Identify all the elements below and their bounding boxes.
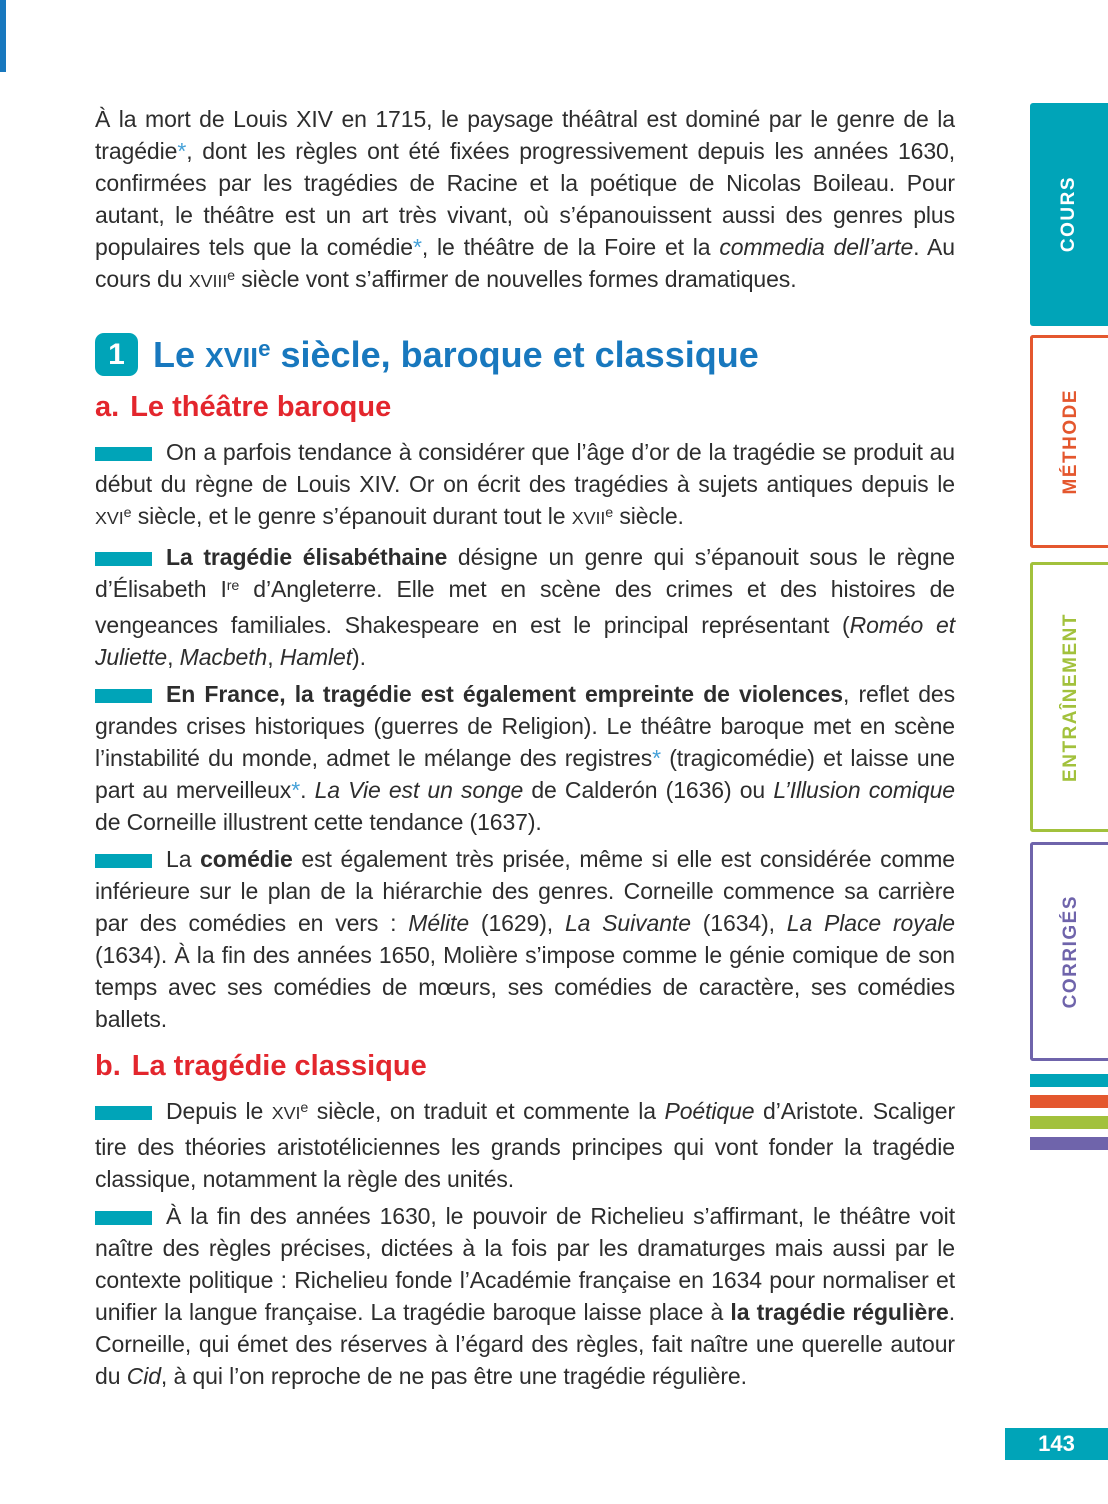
tab-methode [1030, 335, 1108, 548]
bullet-bar [95, 854, 152, 868]
bullet-bar [95, 1211, 152, 1225]
bullet-bar [95, 1106, 152, 1120]
page-number-badge [1005, 1428, 1108, 1460]
paragraph-text: À la fin des années 1630, le pouvoir de Richelieu s’affirmant, le théâtre voit naître des règles précises, dictées à la fois par les dramaturges mais aussi par le contexte politique : Richelieu fonde l’Académie française en 1634 pour normaliser et unifier la langue française. La tragédie baroque laisse place à la tragédie régulière. Corneille, qui émet des réserves à l’égard des règles, fait naître une querelle autour du Cid, à qui l’on reproche de ne pas être une tragédie régulière. [95, 1202, 955, 1389]
color-bar-orange [1030, 1095, 1108, 1108]
color-bar-purple [1030, 1137, 1108, 1150]
color-bar-teal [1030, 1074, 1108, 1087]
subsection-a-heading [95, 392, 955, 424]
paragraph-text: On a parfois tendance à considérer que l’âge d’or de la tragédie se produit au début du règne de Louis XIV. Or on écrit des tragédies à sujets antiques depuis le XVIe siècle, et le genre s’épanouit durant tout le XVIIe siècle. [95, 438, 955, 529]
tab-corriges [1030, 842, 1108, 1061]
paragraph [95, 436, 955, 536]
subsection-a-title: Le théâtre baroque [130, 391, 392, 423]
tab-cours [1030, 103, 1108, 326]
paragraph [95, 1200, 955, 1392]
main-content [95, 103, 955, 1397]
page-number: 143 [1038, 1431, 1075, 1456]
bullet-bar [95, 552, 152, 566]
paragraph-text: En France, la tragédie est également empreinte de violences, reflet des grandes crises historiques (guerres de Religion). Le théâtre baroque met en scène l’instabilité du monde, admet le mélange des registres* (tragicomédie) et laisse une part au merveilleux*. La Vie est un songe de Calderón (1636) ou L’Illusion comique de Corneille illustrent cette tendance (1637). [95, 680, 955, 835]
color-bar-green [1030, 1116, 1108, 1129]
intro-paragraph: À la mort de Louis XIV en 1715, le paysage théâtral est dominé par le genre de la tragédie*, dont les règles ont été fixées progressivement depuis les années 1630, confirmées par les tragédies de Racine et la poétique de Nicolas Boileau. Pour autant, le théâtre est un art très vivant, où s’épanouissent aussi des genres plus populaires tels que la comédie*, le théâtre de la Foire et la commedia dell’arte. Au cours du XVIIIe siècle vont s’affirmer de nouvelles formes dramatiques. [95, 106, 955, 292]
paragraph [95, 541, 955, 673]
tab-corriges-label: CORRIGÉS [1059, 894, 1081, 1009]
subsection-a-label: a. [95, 391, 120, 423]
section-number-badge: 1 [95, 333, 138, 376]
paragraph [95, 843, 955, 1035]
paragraph-text: La tragédie élisabéthaine désigne un genre qui s’épanouit sous le règne d’Élisabeth Ire d’Angleterre. Elle met en scène des crimes et des histoires de vengeances familiales. Shakespeare en est le principal représentant (Roméo et Juliette, Macbeth, Hamlet). [95, 543, 955, 670]
subsection-b-heading [95, 1051, 955, 1083]
section-1-title: Le XVIIe siècle, baroque et classique [153, 333, 759, 375]
bullet-bar [95, 689, 152, 703]
paragraph [95, 678, 955, 838]
subsection-b-title: La tragédie classique [131, 1049, 427, 1082]
paragraph-text: Depuis le XVIe siècle, on traduit et commente la Poétique d’Aristote. Scaliger tire des théories aristotéliciennes les grands principes qui vont fonder la tragédie classique, notamment la règle des unités. [95, 1097, 956, 1192]
paragraph-text: La comédie est également très prisée, même si elle est considérée comme inférieure sur le plan de la hiérarchie des genres. Corneille commence sa carrière par des comédies en vers : Mélite (1629), La Suivante (1634), La Place royale (1634). À la fin des années 1650, Molière s’impose comme le génie comique de son temps avec ses comédies de mœurs, ses comédies de caractère, ses comédies ballets. [95, 845, 955, 1032]
tab-entrainement-label: ENTRAÎNEMENT [1059, 612, 1081, 782]
tab-cours-label: COURS [1058, 176, 1079, 253]
tab-methode-label: MÉTHODE [1059, 388, 1081, 495]
tab-entrainement [1030, 562, 1108, 832]
bullet-bar [95, 447, 152, 461]
top-edge-accent-bar [0, 0, 6, 72]
paragraph [95, 1095, 955, 1195]
section-1-heading [95, 333, 955, 376]
subsection-b-label: b. [95, 1049, 121, 1082]
